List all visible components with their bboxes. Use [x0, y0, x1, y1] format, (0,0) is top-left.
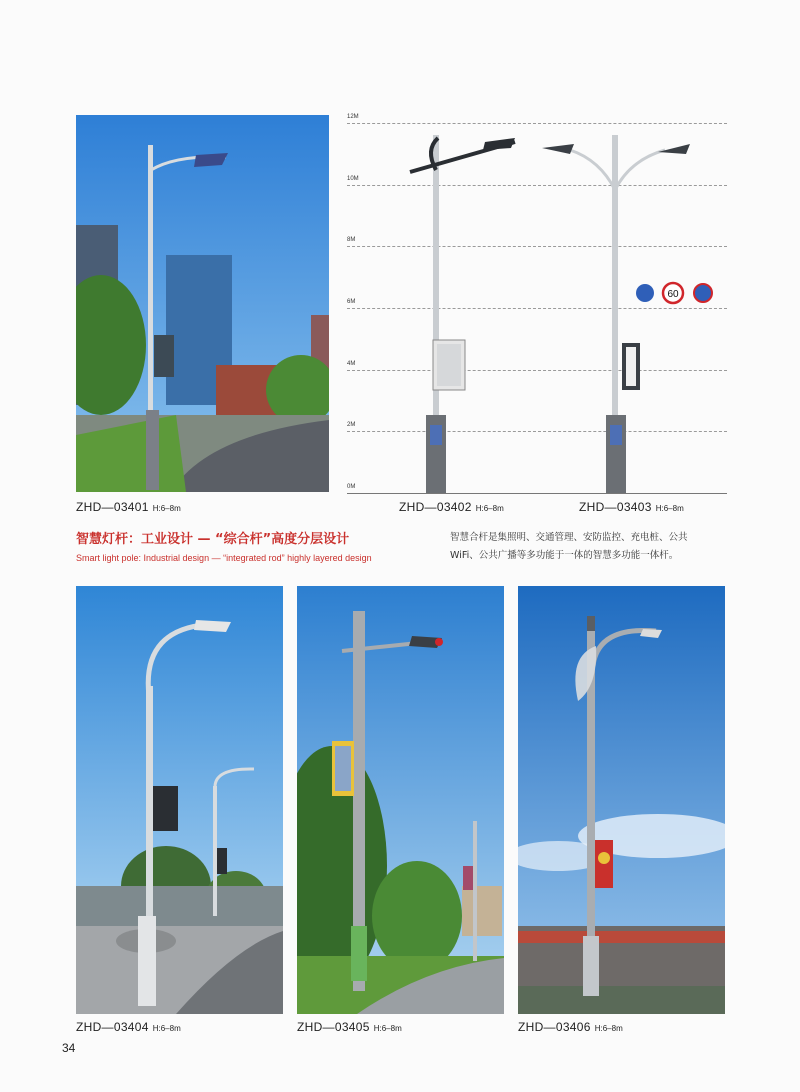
product-height: H:6–8m: [655, 504, 684, 513]
caption-03403: [579, 498, 684, 516]
scale-line-12m: [347, 123, 727, 124]
headline-english: Smart light pole: Industrial design — “integrated rod” highly layered design: [76, 553, 372, 563]
scale-label-8m: 8M: [347, 237, 356, 243]
scale-label-6m: 6M: [347, 299, 356, 305]
caption-03405: [297, 1018, 402, 1036]
page-number: 34: [62, 1041, 76, 1055]
caption-03406: [518, 1018, 623, 1036]
product-photo-03405: [297, 586, 504, 1014]
no-parking-sign-icon: [694, 284, 712, 302]
product-photo-03404: [76, 586, 283, 1014]
product-code: ZHD—03405: [297, 1020, 370, 1034]
description-line-2: WiFi、公共广播等多功能于一体的智慧多功能一体杆。: [450, 550, 679, 561]
product-code: ZHD—03402: [399, 500, 472, 514]
scale-label-2m: 2M: [347, 422, 356, 428]
speed-limit-value: 60: [667, 289, 679, 300]
headline-chinese: 智慧灯杆：工业设计 — “综合杆”高度分层设计: [76, 532, 350, 547]
product-code: ZHD—03404: [76, 1020, 149, 1034]
product-photo-03406: [518, 586, 725, 1014]
description-line-1: 智慧合杆是集照明、交通管理、安防监控、充电桩、公共: [450, 532, 688, 543]
product-height: H:6–8m: [594, 1024, 623, 1033]
scale-label-4m: 4M: [347, 361, 356, 367]
caption-03402: [399, 498, 504, 516]
product-height: H:6–8m: [373, 1024, 402, 1033]
caption-03404: [76, 1018, 181, 1036]
product-height: H:6–8m: [152, 1024, 181, 1033]
product-drawing-03402: [405, 130, 525, 494]
product-height: H:6–8m: [475, 504, 504, 513]
caption-03401: [76, 498, 181, 516]
product-code: ZHD—03401: [76, 500, 149, 514]
product-photo-03401: [76, 115, 329, 492]
scale-label-12m: 12M: [347, 114, 359, 120]
product-code: ZHD—03403: [579, 500, 652, 514]
scale-label-10m: 10M: [347, 176, 359, 182]
scale-label-0m: 0M: [347, 484, 356, 490]
product-height: H:6–8m: [152, 504, 181, 513]
parking-sign-icon: [636, 284, 654, 302]
product-code: ZHD—03406: [518, 1020, 591, 1034]
product-drawing-03403: [540, 130, 730, 494]
